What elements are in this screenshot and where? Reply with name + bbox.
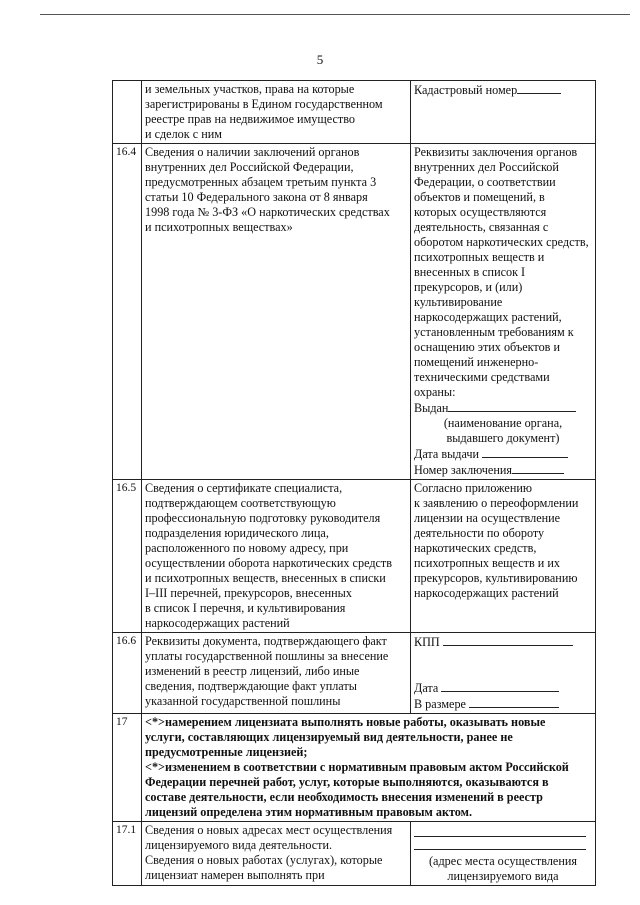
text-line: внутренних дел Российской — [414, 160, 559, 174]
row-description — [142, 822, 411, 886]
text-line: культивирование — [414, 295, 503, 309]
text-line: охраны: — [414, 385, 456, 399]
text-line: психотропных веществ и — [414, 250, 545, 264]
text-line: лицензируемого вида — [447, 869, 559, 883]
address-field-1[interactable] — [414, 823, 586, 837]
text-line: осуществлении оборота наркотических средств — [145, 556, 393, 570]
issued-by-row — [414, 400, 592, 416]
row-value — [411, 822, 596, 886]
conclusion-number-row — [414, 462, 592, 478]
text-line: деятельности по обороту — [414, 526, 545, 540]
spacer — [414, 650, 592, 680]
text-line: предусмотренные лицензией; — [145, 745, 308, 759]
table-row — [113, 714, 596, 822]
top-rule — [40, 14, 630, 15]
text-line: зарегистрированы в Едином государственном — [145, 97, 383, 111]
text-line: наркосодержащих растений — [414, 586, 559, 600]
text-line: выдавшего документ) — [446, 431, 560, 445]
row-description — [142, 144, 411, 480]
text-line: расположенного по новому адресу, при — [145, 541, 349, 555]
application-table — [112, 80, 596, 886]
issued-by-field[interactable] — [448, 400, 576, 412]
row-number: 17 — [113, 714, 142, 822]
issue-date-row — [414, 446, 592, 462]
row-number: 16.4 — [113, 144, 142, 480]
text-line: техническими средствами — [414, 370, 550, 384]
text-line: Сведения о наличии заключений органов — [145, 145, 360, 159]
row-value — [411, 480, 596, 633]
text-line: Федерации, о соответствии — [414, 175, 556, 189]
text-line: наркосодержащих растений, — [414, 310, 562, 324]
row-description — [142, 633, 411, 714]
text-line: предусмотренных абзацем третьим пункта 3 — [145, 175, 377, 189]
row-number — [113, 81, 142, 144]
text-line: наркотических средств, — [414, 541, 537, 555]
amount-row — [414, 696, 592, 712]
text-line: и психотропных веществах» — [145, 220, 293, 234]
text-line: подразделения юридического лица, — [145, 526, 329, 540]
text-line: которых осуществляются — [414, 205, 547, 219]
text-line: Сведения о сертификате специалиста, — [145, 481, 343, 495]
text-line: <*>изменением в соответствии с нормативным правовым актом Российской — [145, 760, 569, 774]
table-row — [113, 822, 596, 886]
text-line: профессиональную подготовку руководителя — [145, 511, 381, 525]
text-line: наркосодержащих растений — [145, 616, 290, 630]
text-line: лицензии на осуществление — [414, 511, 561, 525]
text-line: к заявлению о переоформлении — [414, 496, 579, 510]
text-line: Сведения о новых работах (услугах), которые — [145, 853, 383, 867]
text-line: психотропных веществ и их — [414, 556, 560, 570]
kpp-field[interactable] — [443, 634, 573, 646]
text-line: сведения, подтверждающие факт уплаты — [145, 679, 357, 693]
table-row — [113, 144, 596, 480]
text-line: лицензиат намерен выполнять при — [145, 868, 325, 882]
row-value — [411, 633, 596, 714]
text-line: лицензий определена этим нормативным правовым актом. — [145, 805, 473, 819]
table-row — [113, 480, 596, 633]
row-number: 17.1 — [113, 822, 142, 886]
text-line: услуги, составляющих лицензируемый вид деятельности, ранее не — [145, 730, 513, 744]
conclusion-number-field[interactable] — [512, 462, 564, 474]
cadastral-number-field[interactable] — [517, 82, 561, 94]
table-row — [113, 81, 596, 144]
issued-by-label: Выдан — [414, 401, 449, 415]
address-note — [414, 854, 592, 884]
amount-field[interactable] — [469, 696, 559, 708]
conclusion-number-label: Номер заключения — [414, 463, 512, 477]
text-line: указанной государственной пошлины — [145, 694, 341, 708]
text-line: Федерации перечней работ, услуг, которые выполняются, оказываются в — [145, 775, 549, 789]
payment-date-label: Дата — [414, 681, 439, 695]
kpp-label: КПП — [414, 635, 440, 649]
text-line: установленным требованиям к — [414, 325, 574, 339]
text-line: Реквизиты документа, подтверждающего факт — [145, 634, 387, 648]
text-line: оборотом наркотических средств, — [414, 235, 589, 249]
text-line: составе деятельности, если необходимость внесения изменений в реестр — [145, 790, 543, 804]
text-line: оснащению этих объектов и — [414, 340, 560, 354]
text-line: статьи 10 Федерального закона от 8 января — [145, 190, 368, 204]
text-line: лицензируемого вида деятельности. — [145, 838, 333, 852]
row-value — [411, 144, 596, 480]
payment-date-row — [414, 680, 592, 696]
text-line: изменений в реестр лицензий, либо иные — [145, 664, 360, 678]
issue-date-label: Дата выдачи — [414, 447, 480, 461]
text-line: внутренних дел Российской Федерации, — [145, 160, 354, 174]
text-line: Согласно приложению — [414, 481, 532, 495]
issued-by-note — [414, 416, 592, 446]
text-line: Сведения о новых адресах мест осуществления — [145, 823, 393, 837]
text-line: внесенных в список I — [414, 265, 526, 279]
text-line: <*>намерением лицензиата выполнять новые работы, оказывать новые — [145, 715, 546, 729]
table-row — [113, 633, 596, 714]
row-value — [411, 81, 596, 144]
text-line: подтверждающем соответствующую — [145, 496, 336, 510]
text-line: уплаты государственной пошлины за внесение — [145, 649, 389, 663]
payment-date-field[interactable] — [441, 680, 559, 692]
text-line: 1998 года № 3-ФЗ «О наркотических средствах — [145, 205, 390, 219]
issue-date-field[interactable] — [482, 446, 568, 458]
text-line: прекурсоров, культивированию — [414, 571, 578, 585]
text-line: реестре прав на недвижимое имущество — [145, 112, 355, 126]
row-description — [142, 714, 596, 822]
cadastral-number-label: Кадастровый номер — [414, 83, 518, 97]
text-line: деятельность, связанная с — [414, 220, 549, 234]
address-field-2[interactable] — [414, 837, 586, 850]
text-line: объектов и помещений, в — [414, 190, 545, 204]
text-line: прекурсоров, и (или) — [414, 280, 523, 294]
row-number: 16.6 — [113, 633, 142, 714]
text-line: помещений инженерно- — [414, 355, 539, 369]
kpp-row — [414, 634, 592, 650]
text-line: Реквизиты заключения органов — [414, 145, 578, 159]
row-number: 16.5 — [113, 480, 142, 633]
text-line: I–III перечней, прекурсоров, внесенных — [145, 586, 352, 600]
text-line: (наименование органа, — [443, 416, 563, 430]
text-line: и земельных участков, права на которые — [145, 82, 355, 96]
text-line: в список I перечня, и культивирования — [145, 601, 346, 615]
text-line: и психотропных веществ, внесенных в списки — [145, 571, 386, 585]
amount-label: В размере — [414, 697, 466, 711]
page-number: 5 — [316, 52, 324, 67]
row-description — [142, 480, 411, 633]
text-line: и сделок с ним — [145, 127, 222, 141]
row-description — [142, 81, 411, 144]
text-line: (адрес места осуществления — [428, 854, 577, 868]
